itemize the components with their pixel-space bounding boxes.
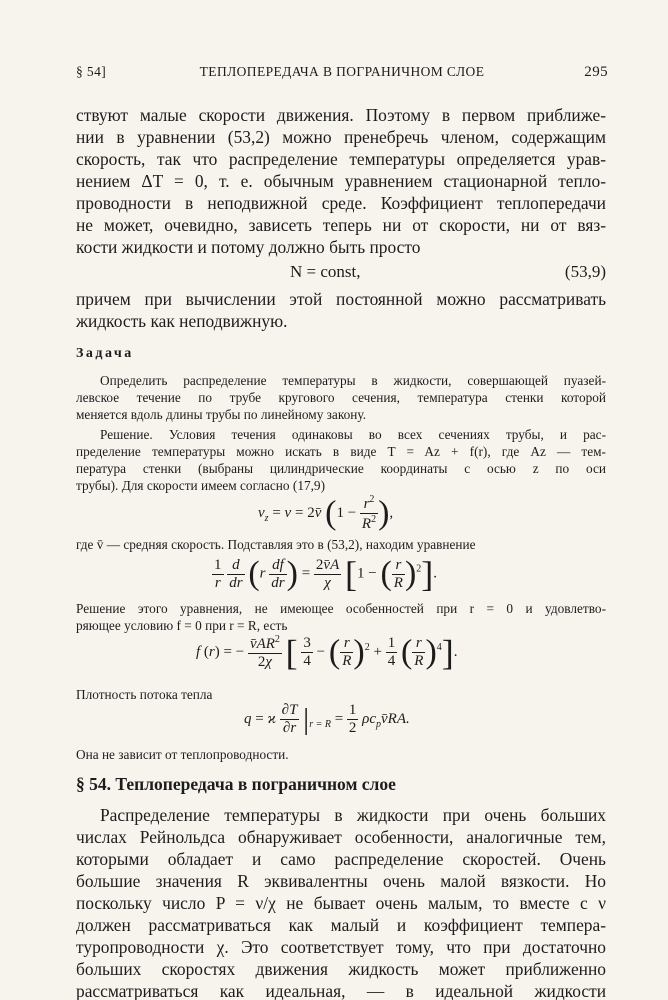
text-line: проводности в неподвижной среде. Коэффициент теплопередачи — [76, 193, 606, 213]
text-line: Решение этого уравнения, не имеющее особенностей при r = 0 и удовлетво- — [76, 601, 606, 616]
task-line: меняется вдоль длины трубы по линейному закону. — [76, 407, 367, 422]
text-line: большие значения R эквивалентны очень малой вязкости. Но — [76, 871, 606, 891]
running-header — [76, 64, 608, 86]
formula-ode: $\frac{1}{r}$ $\frac{d}{dr}$ (r $\frac{df}{dr}$ ) = $\frac{2v̄A}{\chi}$ [1 − ( $\frac{r}{R}$ )$^2$]. — [214, 554, 438, 594]
text-line: нии в уравнении (53,2) можно пренебречь членом, содержащим — [76, 127, 606, 147]
solution-line: пература стенки (выбраны цилиндрические координаты с осью z по оси — [76, 461, 606, 476]
formula-velocity: $v_z = v$ = 2v̄ (1 − $\frac{r^2}{R^2}$ ), — [258, 494, 394, 532]
task-heading: Задача — [76, 346, 134, 361]
formula-heat-flux: q = ϰ $\frac{\partial T}{\partial r}$ $|_{r = R}$ = $\frac{1}{2}$ $\rho c_pv̄RA$. — [244, 702, 410, 736]
text-line: Распределение температуры в жидкости при очень больших — [100, 805, 606, 825]
text-line: Плотность потока тепла — [76, 687, 213, 702]
text-line: причем при вычислении этой постоянной можно рассматривать — [76, 289, 606, 309]
text-line: скорость, так что распределение температуры определяется урав- — [76, 149, 606, 169]
text-line: числах Рейнольдса обнаруживает особенности, аналогичные тем, — [76, 827, 606, 847]
page-number: 295 — [584, 64, 608, 80]
solution-line: трубы). Для скорости имеем согласно (17,9) — [76, 478, 326, 493]
header-section-ref: § 54] — [76, 64, 107, 79]
solution-line: Решение. Условия течения одинаковы во всех сечениях трубы, и рас- — [100, 427, 606, 442]
text-line: туропроводности χ. Это соответствует тому, что при достаточно — [76, 937, 606, 957]
text-line: Она не зависит от теплопроводности. — [76, 747, 289, 762]
header-title: ТЕПЛОПЕРЕДАЧА В ПОГРАНИЧНОМ СЛОЕ — [199, 64, 485, 79]
text-line: ствуют малые скорости движения. Поэтому в первом приближе- — [76, 105, 606, 125]
text-line: не может, очевидно, зависеть теперь ни от скорости, ни от вяз- — [76, 215, 606, 235]
text-line: рассматриваться как идеальная, — в идеальной жидкости — [76, 981, 606, 1000]
text-line: которыми обладает и само распределение скоростей. Очень — [76, 849, 606, 869]
text-line: жидкость как неподвижную. — [76, 311, 288, 331]
formula-solution: f (r) = − $\frac{v̄AR^2}{2\chi}$ [ $\frac{3}{4}$ − ( $\frac{r}{R}$ )$^2$ + $\frac{1}{4}$ ( $\frac{r}{R}$ )$^4$]. — [196, 632, 458, 673]
text-line: кости жидкости и потому должно быть просто — [76, 237, 421, 257]
text-line: должен рассматриваться как малый и коэффициент темпера- — [76, 915, 606, 935]
text-line: нением ΔT = 0, т. е. обычным уравнением стационарной тепло- — [76, 171, 606, 191]
text-line: ряющее условию f = 0 при r = R, есть — [76, 618, 288, 633]
equation-number: (53,9) — [564, 262, 606, 281]
task-line: Определить распределение температуры в жидкости, совершающей пуазей- — [100, 373, 606, 388]
text-line: где v̄ — средняя скорость. Подставляя это в (53,2), находим уравнение — [76, 537, 476, 552]
text-line: поскольку число P = ν/χ не бывает очень малым, то вместе с ν — [76, 893, 606, 913]
section-heading: § 54. Теплопередача в пограничном слое — [76, 774, 396, 794]
equation-53-9: N = const, — [290, 262, 361, 281]
task-line: левское течение по трубе кругового сечения, температура стенки которой — [76, 390, 606, 405]
text-line: больших скоростях движения жидкость может приближенно — [76, 959, 606, 979]
solution-line: пределение температуры можно искать в виде T = Az + f(r), где Az — тем- — [76, 444, 606, 459]
